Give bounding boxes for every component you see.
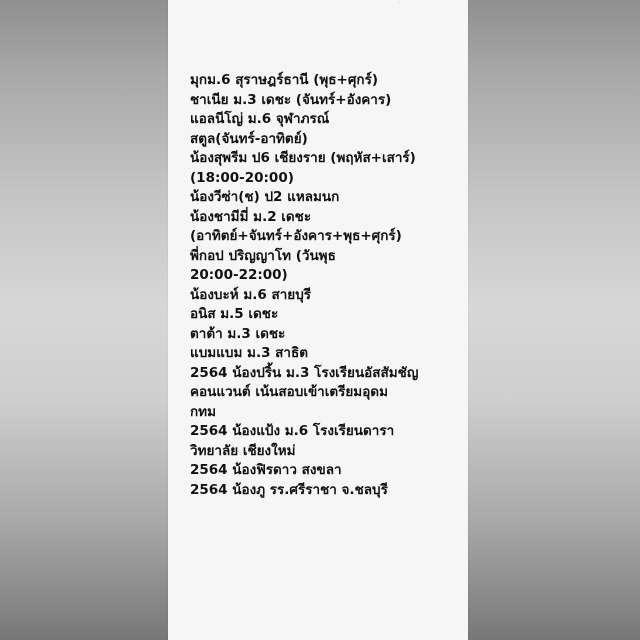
note-line: 2564 น้องปริ้น ม.3 โรงเรียนอัสสัมชัญ <box>190 364 419 381</box>
note-line: วิทยาลัย เชียงใหม่ <box>190 442 296 459</box>
note-line: กทม <box>190 403 216 420</box>
note-line: พี่กอป ปริญญาโท (วันพุธ <box>190 247 336 264</box>
note-line: แบมแบม ม.3 สาธิต <box>190 345 308 361</box>
note-line: สตูล(จันทร์-อาทิตย์) <box>190 130 308 147</box>
note-line: (อาทิตย์+จันทร์+อังคาร+พุธ+ศุกร์) <box>190 228 402 244</box>
note-line: น้องสุพรีม ป6 เชียงราย (พฤหัส+เสาร์) <box>190 150 416 166</box>
note-list <box>190 71 460 500</box>
left-gray-margin <box>0 0 168 640</box>
note-line: คอนแวนต์ เน้นสอบเข้าเตรียมอุดม <box>190 384 388 400</box>
note-line: แอลนีโญ่ ม.6 จุฬาภรณ์ <box>190 111 330 127</box>
note-line: น้องชามีมี่ ม.2 เดชะ <box>190 208 312 225</box>
note-line: มุกม.6 สุราษฎร์ธานี (พุธ+ศุกร์) <box>190 72 379 88</box>
right-gray-margin <box>468 0 640 640</box>
note-line: 20:00-22:00) <box>190 267 288 283</box>
note-line: น้องวีซ่า(ช) ป2 แหลมนก <box>190 189 340 205</box>
note-line: ตาต้า ม.3 เดชะ <box>190 325 286 342</box>
note-line: 2564 น้องแป้ง ม.6 โรงเรียนดารา <box>190 423 395 439</box>
note-line: (18:00-20:00) <box>190 169 294 186</box>
note-line: 2564 น้องภู รร.ศรีราชา จ.ชลบุรี <box>190 481 388 498</box>
note-line: น้องบะห์ ม.6 สายบุรี <box>190 286 312 303</box>
note-line: อนิส ม.5 เดชะ <box>190 306 279 322</box>
note-line: 2564 น้องฟิรดาว สงขลา <box>190 462 342 478</box>
top-mark: · <box>398 0 401 7</box>
note-line: ชาเนีย ม.3 เดชะ (จันทร์+อังคาร) <box>190 91 392 108</box>
